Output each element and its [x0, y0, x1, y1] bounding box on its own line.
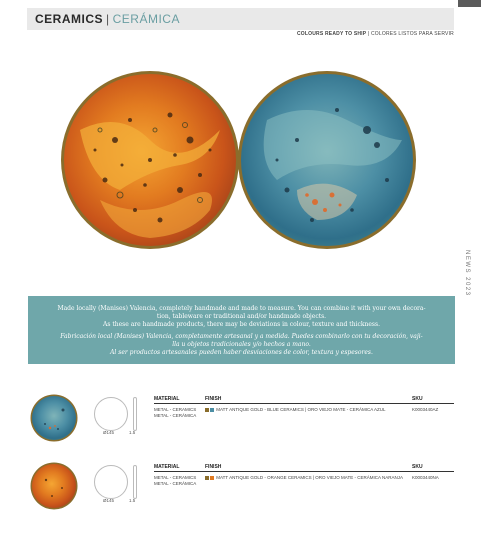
info-en-line-3: As these are handmade products, there may be deviations in colour, texture and thickness. [103, 320, 380, 328]
info-es-line-1: Fabricación local (Manises) Valencia, completamente artesanal y a medida. Puedes combinarlo con tu decoración, vaji- [60, 333, 423, 340]
plate-side-drawing [133, 397, 137, 431]
subheading-rest: | COLORES LISTOS PARA SERVIR [366, 31, 454, 37]
info-panel [28, 296, 455, 364]
blue-plate-thumbnail [30, 394, 78, 442]
plate-outline-drawing [94, 465, 128, 499]
subheading-bold: COLOURS READY TO SHIP [297, 31, 367, 37]
header-divider [154, 471, 454, 472]
plate-side-drawing [133, 465, 137, 499]
plate-outline-drawing [94, 397, 128, 431]
material-es: METAL - CERÁMICA [154, 481, 197, 486]
material-cell [154, 407, 196, 419]
header-finish: FINISH [205, 396, 222, 402]
gold-swatch [205, 408, 209, 412]
info-en-line-2: tion, tableware or traditional and/or handmade objects. [156, 312, 327, 320]
header-sku: SKU [412, 464, 423, 470]
finish-text: MATT ANTIQUE GOLD - ORANGE CERAMICS | ORO VIEJO MATE - CERÁMICA NARANJA [216, 475, 403, 480]
info-en-line-1: Made locally (Manises) Valencia, completely handmade and made to measure. You can combine it with your own decora- [57, 305, 426, 312]
title-es: CERÁMICA [112, 12, 180, 26]
sku-cell: K0003440AZ [412, 407, 439, 412]
finish-cell [205, 407, 385, 413]
header-material: MATERIAL [154, 396, 180, 402]
title-en: CERAMICS [35, 12, 104, 26]
material-en: METAL - CERAMICS [154, 475, 197, 480]
blue-plate-image [237, 70, 417, 250]
product-row [28, 392, 455, 454]
header-divider [154, 403, 454, 404]
material-es: METAL - CERÁMICA [154, 413, 197, 418]
blue-swatch [210, 408, 214, 412]
orange-plate-image [60, 70, 240, 250]
finish-cell [205, 475, 403, 481]
product-row [28, 460, 455, 522]
header-sku: SKU [412, 396, 423, 402]
section-header [27, 8, 454, 30]
orange-plate-thumbnail [30, 462, 78, 510]
info-es-line-3: Al ser productos artesanales pueden haber desviaciones de color, textura y espesores. [110, 348, 373, 356]
info-english [34, 305, 449, 328]
sku-cell: K0003440NA [412, 475, 439, 480]
side-label: NEWS 2023 [464, 250, 470, 297]
corner-tab [458, 0, 481, 7]
height-label: 1.5 [129, 498, 136, 503]
material-en: METAL - CERAMICS [154, 407, 197, 412]
title-separator: | [106, 12, 110, 26]
orange-swatch [210, 476, 214, 480]
header-material: MATERIAL [154, 464, 180, 470]
gold-swatch [205, 476, 209, 480]
info-spanish [34, 333, 449, 356]
diameter-label: Ø145 [103, 430, 115, 435]
material-cell [154, 475, 196, 487]
header-finish: FINISH [205, 464, 222, 470]
page-title [35, 12, 180, 26]
diameter-label: Ø145 [103, 498, 115, 503]
info-es-line-2: lla u objetos tradicionales y/o hechos a mano. [172, 340, 311, 348]
finish-text: MATT ANTIQUE GOLD - BLUE CERAMICS | ORO VIEJO MATE - CERÁMICA AZUL [216, 407, 386, 412]
height-label: 1.5 [129, 430, 136, 435]
subheading [297, 31, 454, 37]
